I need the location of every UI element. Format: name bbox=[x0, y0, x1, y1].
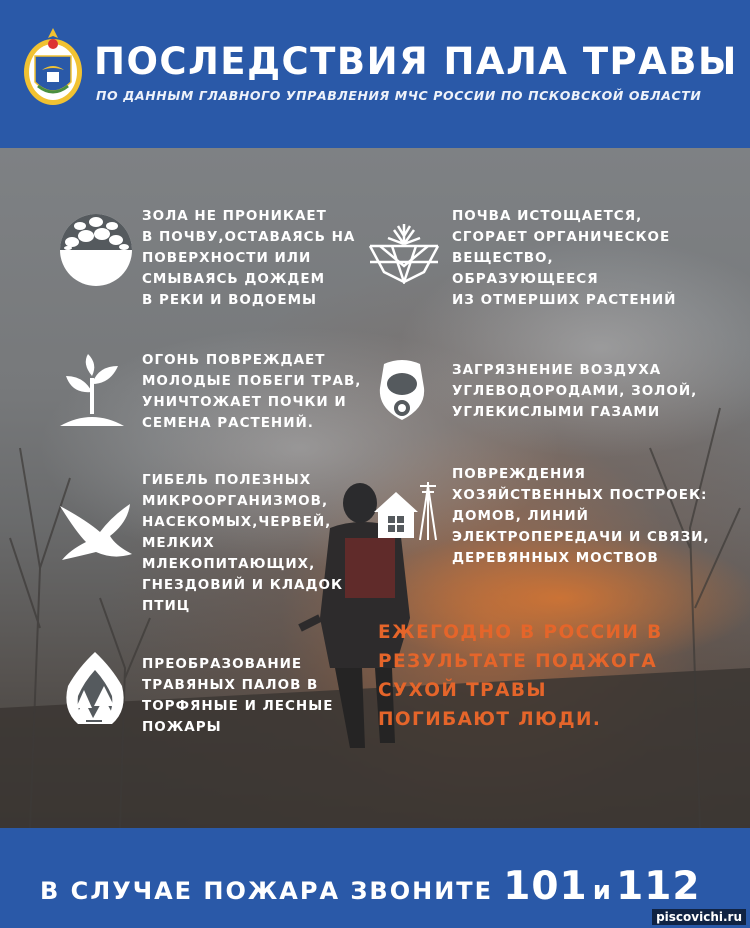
mchs-emblem-icon bbox=[22, 26, 84, 110]
page-subtitle: ПО ДАННЫМ ГЛАВНОГО УПРАВЛЕНИЯ МЧС РОССИИ ПО ПСКОВСКОЙ ОБЛАСТИ bbox=[96, 88, 702, 103]
soil-depletion-icon bbox=[368, 222, 440, 284]
ash-soil-icon bbox=[58, 212, 134, 288]
page-title: ПОСЛЕДСТВИЯ ПАЛА ТРАВЫ bbox=[94, 40, 738, 83]
emergency-number-112: 112 bbox=[616, 864, 701, 909]
footer-banner bbox=[0, 828, 750, 928]
watermark: piscovichi.ru bbox=[652, 909, 746, 925]
consequence-ash: ЗОЛА НЕ ПРОНИКАЕТ В ПОЧВУ,ОСТАВАЯСЬ НА ПОВЕРХНОСТИ ИЛИ СМЫВАЯСЬ ДОЖДЕМ В РЕКИ И ВОДОЕМЫ bbox=[142, 208, 356, 308]
header-banner bbox=[0, 0, 750, 148]
emergency-call-text bbox=[40, 864, 700, 909]
consequence-air: ЗАГРЯЗНЕНИЕ ВОЗДУХА УГЛЕВОДОРОДАМИ, ЗОЛОЙ, УГЛЕКИСЛЫМИ ГАЗАМИ bbox=[452, 362, 698, 420]
consequence-wildlife: ГИБЕЛЬ ПОЛЕЗНЫХ МИКРООРГАНИЗМОВ, НАСЕКОМЫХ,ЧЕРВЕЙ, МЕЛКИХ МЛЕКОПИТАЮЩИХ, ГНЕЗДОВИЙ И КЛАДОК ПТИЦ bbox=[142, 472, 344, 614]
gas-mask-icon bbox=[376, 358, 428, 422]
background-photo bbox=[0, 148, 750, 828]
consequence-soil: ПОЧВА ИСТОЩАЕТСЯ, СГОРАЕТ ОРГАНИЧЕСКОЕ ВЕЩЕСТВО, ОБРАЗУЮЩЕЕСЯ ИЗ ОТМЕРШИХ РАСТЕНИЙ bbox=[452, 208, 677, 308]
deaths-warning: ЕЖЕГОДНО В РОССИИ В РЕЗУЛЬТАТЕ ПОДЖОГА СУХОЙ ТРАВЫ ПОГИБАЮТ ЛЮДИ. bbox=[378, 622, 663, 730]
consequence-buildings: ПОВРЕЖДЕНИЯ ХОЗЯЙСТВЕННЫХ ПОСТРОЕК: ДОМОВ, ЛИНИЙ ЭЛЕКТРОПЕРЕДАЧИ И СВЯЗИ, ДЕРЕВЯННЫХ МОСТВОВ bbox=[452, 466, 710, 566]
and-word: и bbox=[592, 876, 611, 906]
emergency-number-101: 101 bbox=[503, 864, 588, 909]
call-label: В СЛУЧАЕ ПОЖАРА ЗВОНИТЕ bbox=[40, 877, 494, 905]
bird-icon bbox=[56, 502, 134, 566]
consequence-peat-fires: ПРЕОБРАЗОВАНИЕ ТРАВЯНЫХ ПАЛОВ В ТОРФЯНЫЕ И ЛЕСНЫЕ ПОЖАРЫ bbox=[142, 656, 334, 735]
house-powerline-icon bbox=[370, 478, 438, 544]
sprout-icon bbox=[58, 354, 126, 426]
forest-fire-icon bbox=[62, 650, 128, 726]
consequence-sprouts: ОГОНЬ ПОВРЕЖДАЕТ МОЛОДЫЕ ПОБЕГИ ТРАВ, УНИЧТОЖАЕТ ПОЧКИ И СЕМЕНА РАСТЕНИЙ. bbox=[142, 352, 362, 431]
